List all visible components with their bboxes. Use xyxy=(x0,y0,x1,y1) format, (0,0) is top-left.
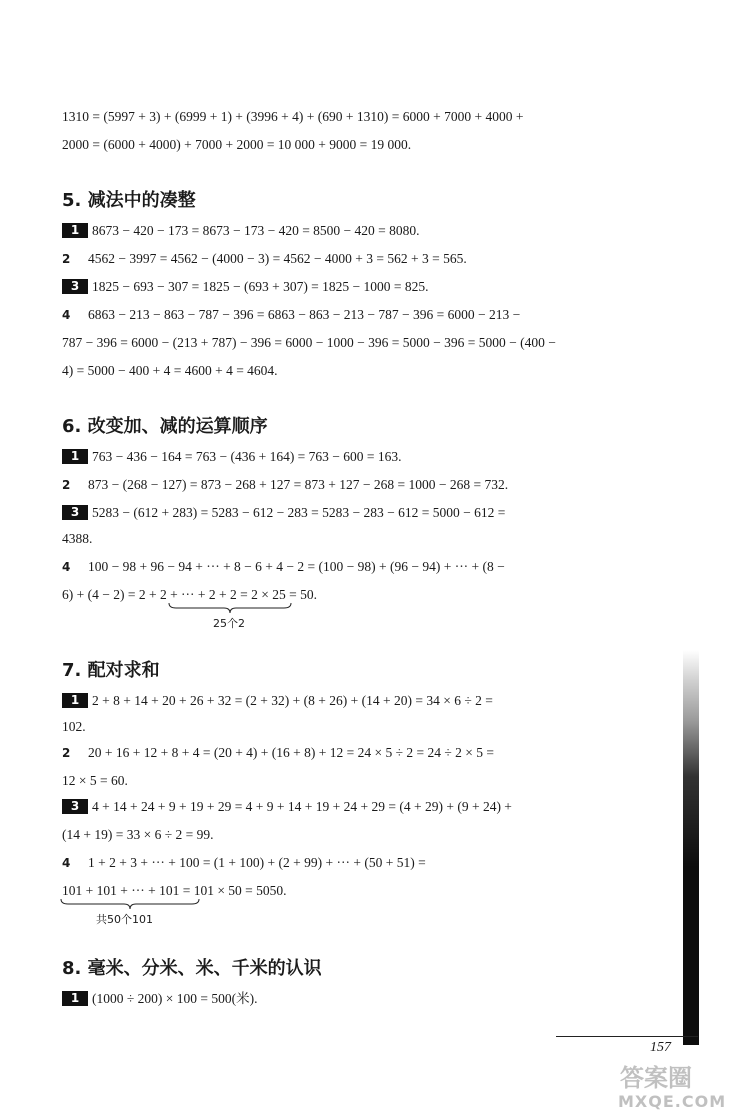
s5-p4-text-a: 6863 − 213 − 863 − 787 − 396 = 6863 − 863 − 213 − 787 − 396 = 6000 − 213 − xyxy=(88,307,521,322)
problem-number: 2 xyxy=(62,478,71,492)
s5-p4-text-c: 4) = 5000 − 400 + 4 = 4600 + 4 = 4604. xyxy=(62,363,278,378)
problem-number: 4 xyxy=(62,308,71,322)
s7-p4-braced: 101 + 101 + ··· + 101 xyxy=(62,883,180,898)
section-5-title: 5. 减法中的凑整 xyxy=(62,190,196,211)
s5-problem-1 xyxy=(62,222,652,240)
intro-line-2: 2000 = (6000 + 4000) + 7000 + 2000 = 10 000 + 9000 = 19 000. xyxy=(62,137,412,152)
s6-p4-text-b xyxy=(62,586,652,604)
s7-p3-text-a: 4 + 14 + 24 + 9 + 19 + 29 = 4 + 9 + 14 + 19 + 24 + 29 = (4 + 29) + (9 + 24) + xyxy=(92,799,512,814)
s6-problem-4 xyxy=(62,558,652,576)
problem-number: 2 xyxy=(62,746,71,760)
s6-p4-post: = 2 × 25 = 50. xyxy=(236,587,317,602)
s7-problem-3 xyxy=(62,798,652,816)
s6-problem-3 xyxy=(62,504,652,522)
s8-p1-text: (1000 ÷ 200) × 100 = 500(米). xyxy=(92,991,258,1006)
underbrace-25 xyxy=(168,602,292,614)
s7-p2-text-a: 20 + 16 + 12 + 8 + 4 = (20 + 4) + (16 + 8) + 12 = 24 × 5 ÷ 2 = 24 ÷ 2 × 5 = xyxy=(88,745,495,760)
problem-number-badge: 1 xyxy=(62,693,88,708)
s5-p2-text: 4562 − 3997 = 4562 − (4000 − 3) = 4562 − 4000 + 3 = 562 + 3 = 565. xyxy=(88,251,467,266)
s6-p4-braced: 2 + 2 + ··· + 2 + 2 xyxy=(138,587,237,602)
s7-p3-text-b: (14 + 19) = 33 × 6 ÷ 2 = 99. xyxy=(62,827,214,842)
s5-p1-text: 8673 − 420 − 173 = 8673 − 173 − 420 = 8500 − 420 = 8080. xyxy=(92,223,420,238)
thumb-index-bar xyxy=(683,650,699,1045)
s5-problem-3 xyxy=(62,278,652,296)
brace-label-25: 25个2 xyxy=(213,617,245,630)
s7-problem-1 xyxy=(62,692,652,710)
s7-p1-text-b: 102. xyxy=(62,719,86,734)
section-6-title: 6. 改变加、减的运算顺序 xyxy=(62,416,268,437)
intro-line-1: 1310 = (5997 + 3) + (6999 + 1) + (3996 + 4) + (690 + 1310) = 6000 + 7000 + 4000 + xyxy=(62,109,524,124)
s7-problem-2 xyxy=(62,744,652,762)
problem-number: 4 xyxy=(62,560,71,574)
s6-problem-2 xyxy=(62,476,652,494)
s5-p4-text-b: 787 − 396 = 6000 − (213 + 787) − 396 = 6000 − 1000 − 396 = 5000 − 396 = 5000 − (400 − xyxy=(62,335,556,350)
watermark-logo: 答案圈 xyxy=(620,1064,692,1092)
s5-p3-text: 1825 − 693 − 307 = 1825 − (693 + 307) = 1825 − 1000 = 825. xyxy=(92,279,429,294)
s7-p4-post: = 101 × 50 = 5050. xyxy=(179,883,287,898)
section-8-title: 8. 毫米、分米、米、千米的认识 xyxy=(62,958,322,979)
section-7-title: 7. 配对求和 xyxy=(62,660,160,681)
s7-p2-text-b: 12 × 5 = 60. xyxy=(62,773,128,788)
s6-p3-text-b: 4388. xyxy=(62,531,93,546)
s7-p1-text-a: 2 + 8 + 14 + 20 + 26 + 32 = (2 + 32) + (8 + 26) + (14 + 20) = 34 × 6 ÷ 2 = xyxy=(92,693,493,708)
s6-p3-text-a: 5283 − (612 + 283) = 5283 − 612 − 283 = 5283 − 283 − 612 = 5000 − 612 = xyxy=(92,505,506,520)
s8-problem-1 xyxy=(62,990,652,1008)
problem-number-badge: 1 xyxy=(62,449,88,464)
s6-p2-text: 873 − (268 − 127) = 873 − 268 + 127 = 873 + 127 − 268 = 1000 − 268 = 732. xyxy=(88,477,509,492)
watermark-url: MXQE.COM xyxy=(618,1092,727,1111)
problem-number-badge: 3 xyxy=(62,799,88,814)
problem-number-badge: 3 xyxy=(62,505,88,520)
footer-rule xyxy=(556,1036,698,1037)
problem-number-badge: 3 xyxy=(62,279,88,294)
s6-p1-text: 763 − 436 − 164 = 763 − (436 + 164) = 763 − 600 = 163. xyxy=(92,449,402,464)
s6-p4-pre: 6) + (4 − 2) = xyxy=(62,587,139,602)
s6-p4-text-a: 100 − 98 + 96 − 94 + ··· + 8 − 6 + 4 − 2 = (100 − 98) + (96 − 94) + ··· + (8 − xyxy=(88,559,505,574)
page-number: 157 xyxy=(650,1040,671,1055)
underbrace-50 xyxy=(60,898,200,910)
brace-label-50: 共50个101 xyxy=(96,913,153,926)
s7-problem-4 xyxy=(62,854,652,872)
problem-number-badge: 1 xyxy=(62,991,88,1006)
s6-problem-1 xyxy=(62,448,652,466)
problem-number: 4 xyxy=(62,856,71,870)
problem-number-badge: 1 xyxy=(62,223,88,238)
s5-problem-2 xyxy=(62,250,652,268)
s7-p4-text-a: 1 + 2 + 3 + ··· + 100 = (1 + 100) + (2 + 99) + ··· + (50 + 51) = xyxy=(88,855,426,870)
s5-problem-4 xyxy=(62,306,652,324)
problem-number: 2 xyxy=(62,252,71,266)
